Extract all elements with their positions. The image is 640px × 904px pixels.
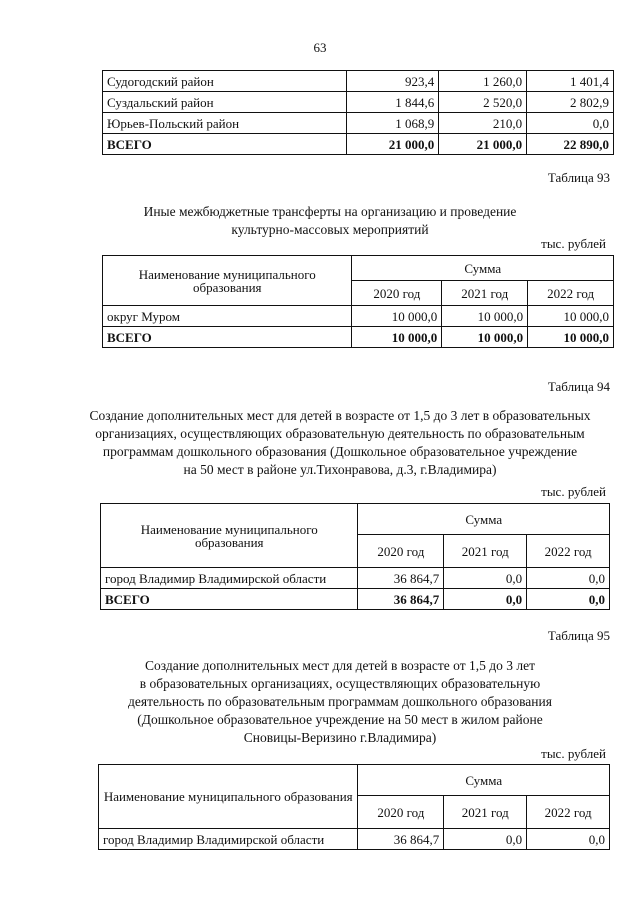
title-line: на 50 мест в районе ул.Тихонравова, д.3, г.Владимира): [183, 462, 497, 477]
value-2020: 10 000,0: [352, 327, 442, 348]
table-95: [98, 764, 610, 850]
value-2021: 0,0: [444, 589, 527, 610]
column-header-sum: Сумма: [358, 765, 610, 796]
table-row: [103, 92, 614, 113]
value-2021: 10 000,0: [442, 327, 528, 348]
table-95-title: [90, 657, 590, 747]
value-2022: 0,0: [527, 829, 610, 850]
title-line: программам дошкольного образования (Дошкольное образовательное учреждение: [102, 444, 578, 459]
value-2020: 1 068,9: [347, 113, 439, 134]
page-number: 63: [313, 40, 327, 55]
table-95-label: Таблица 95: [547, 628, 610, 643]
value-2021: 10 000,0: [442, 306, 528, 327]
value-2021: 1 260,0: [439, 71, 527, 92]
column-header-sum: Сумма: [352, 256, 614, 281]
value-2022: 1 401,4: [527, 71, 614, 92]
column-header-year: 2020 год: [352, 281, 442, 306]
column-header-year: 2021 год: [444, 535, 527, 568]
total-row: [103, 327, 614, 348]
value-2020: 36 864,7: [358, 589, 444, 610]
title-line: в образовательных организациях, осуществляющих образовательную: [139, 676, 541, 691]
title-line: (Дошкольное образовательное учреждение на 50 мест в жилом районе: [137, 712, 543, 727]
column-header-name: Наименование муниципального образования: [99, 765, 358, 829]
row-name: Суздальский район: [103, 92, 347, 113]
row-name: ВСЕГО: [101, 589, 358, 610]
value-2021: 21 000,0: [439, 134, 527, 155]
table-row: [103, 71, 614, 92]
row-name: округ Муром: [103, 306, 352, 327]
column-header-year: 2022 год: [528, 281, 614, 306]
table-93-label: Таблица 93: [547, 170, 610, 185]
value-2022: 2 802,9: [527, 92, 614, 113]
column-header-sum: Сумма: [358, 504, 610, 535]
column-header-year: 2022 год: [527, 796, 610, 829]
value-2022: 0,0: [527, 589, 610, 610]
value-2020: 1 844,6: [347, 92, 439, 113]
value-2021: 0,0: [444, 829, 527, 850]
value-2021: 2 520,0: [439, 92, 527, 113]
value-2020: 10 000,0: [352, 306, 442, 327]
continuation-table: [102, 70, 614, 155]
unit-label: тыс. рублей: [541, 746, 606, 761]
row-name: Судогодский район: [103, 71, 347, 92]
value-2021: 0,0: [444, 568, 527, 589]
table-row: [103, 306, 614, 327]
row-name: Юрьев-Польский район: [103, 113, 347, 134]
column-header-name: Наименование муниципального образования: [103, 256, 352, 306]
value-2022: 0,0: [527, 568, 610, 589]
value-2021: 210,0: [439, 113, 527, 134]
unit-label: тыс. рублей: [541, 484, 606, 499]
value-2022: 0,0: [527, 113, 614, 134]
table-row: [103, 113, 614, 134]
title-line: Создание дополнительных мест для детей в возрасте от 1,5 до 3 лет: [145, 658, 535, 673]
value-2022: 10 000,0: [528, 306, 614, 327]
title-line: организациях, осуществляющих образовательную деятельность по образовательным: [95, 426, 585, 441]
table-94: [100, 503, 610, 610]
title-line: Создание дополнительных мест для детей в возрасте от 1,5 до 3 лет в образовательных: [89, 408, 591, 423]
column-header-year: 2022 год: [527, 535, 610, 568]
table-94-label: Таблица 94: [547, 379, 610, 394]
title-line: деятельность по образовательным программам дошкольного образования: [128, 694, 552, 709]
table-row: [99, 829, 610, 850]
total-row: [101, 589, 610, 610]
column-header-year: 2020 год: [358, 796, 444, 829]
total-row: [103, 134, 614, 155]
column-header-name: Наименование муниципального образования: [101, 504, 358, 568]
column-header-year: 2021 год: [444, 796, 527, 829]
title-line: Сновицы-Веризино г.Владимира): [243, 730, 437, 745]
unit-label: тыс. рублей: [541, 236, 606, 251]
value-2020: 36 864,7: [358, 568, 444, 589]
value-2022: 22 890,0: [527, 134, 614, 155]
table-93: [102, 255, 614, 348]
column-header-year: 2021 год: [442, 281, 528, 306]
value-2020: 21 000,0: [347, 134, 439, 155]
value-2020: 923,4: [347, 71, 439, 92]
value-2020: 36 864,7: [358, 829, 444, 850]
row-name: город Владимир Владимирской области: [101, 568, 358, 589]
title-line: культурно-массовых мероприятий: [231, 222, 429, 237]
row-name: город Владимир Владимирской области: [99, 829, 358, 850]
table-row: [101, 568, 610, 589]
column-header-year: 2020 год: [358, 535, 444, 568]
value-2022: 10 000,0: [528, 327, 614, 348]
title-line: Иные межбюджетные трансферты на организацию и проведение: [143, 204, 517, 219]
row-name: ВСЕГО: [103, 134, 347, 155]
row-name: ВСЕГО: [103, 327, 352, 348]
table-93-title: [100, 203, 560, 239]
table-94-title: [80, 407, 600, 479]
